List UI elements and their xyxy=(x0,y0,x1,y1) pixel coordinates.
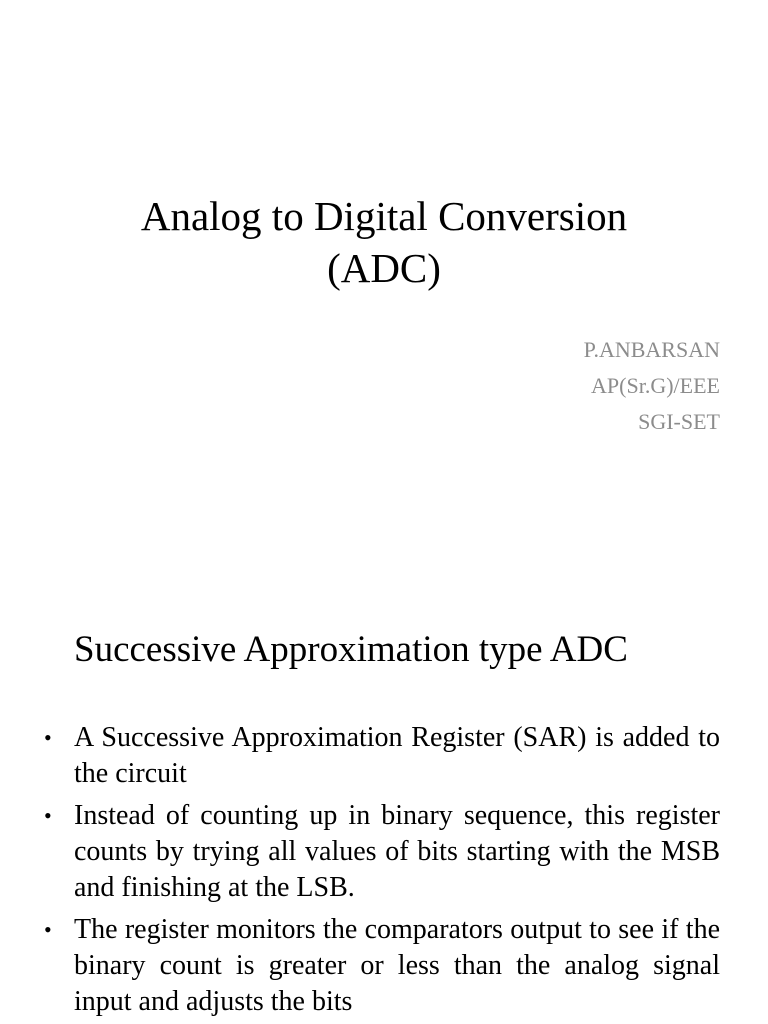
slide-title: Successive Approximation type ADC xyxy=(74,629,628,670)
bullet-item xyxy=(40,912,720,1020)
author-designation: AP(Sr.G)/EEE xyxy=(591,373,720,398)
bullet-icon: • xyxy=(44,803,52,828)
bullet-icon: • xyxy=(44,917,52,942)
bullet-item xyxy=(40,798,720,906)
title-line-2: (ADC) xyxy=(327,245,441,291)
bullet-list xyxy=(40,720,720,1024)
bullet-text: A Successive Approximation Register (SAR) is added to the circuit xyxy=(74,722,720,789)
bullet-item xyxy=(40,720,720,792)
bullet-icon: • xyxy=(44,725,52,750)
presentation-title xyxy=(40,190,728,294)
author-block xyxy=(584,332,720,440)
bullet-text: Instead of counting up in binary sequence, this register counts by trying all values of bits starting with the MSB and finishing at the LSB. xyxy=(74,800,720,903)
bullet-text: The register monitors the comparators output to see if the binary count is greater or less than the analog signal input and adjusts the bits xyxy=(74,914,720,1017)
author-institution: SGI-SET xyxy=(638,409,720,434)
title-line-1: Analog to Digital Conversion xyxy=(140,193,628,239)
author-name: P.ANBARSAN xyxy=(583,337,720,362)
content-slide xyxy=(0,576,768,1024)
